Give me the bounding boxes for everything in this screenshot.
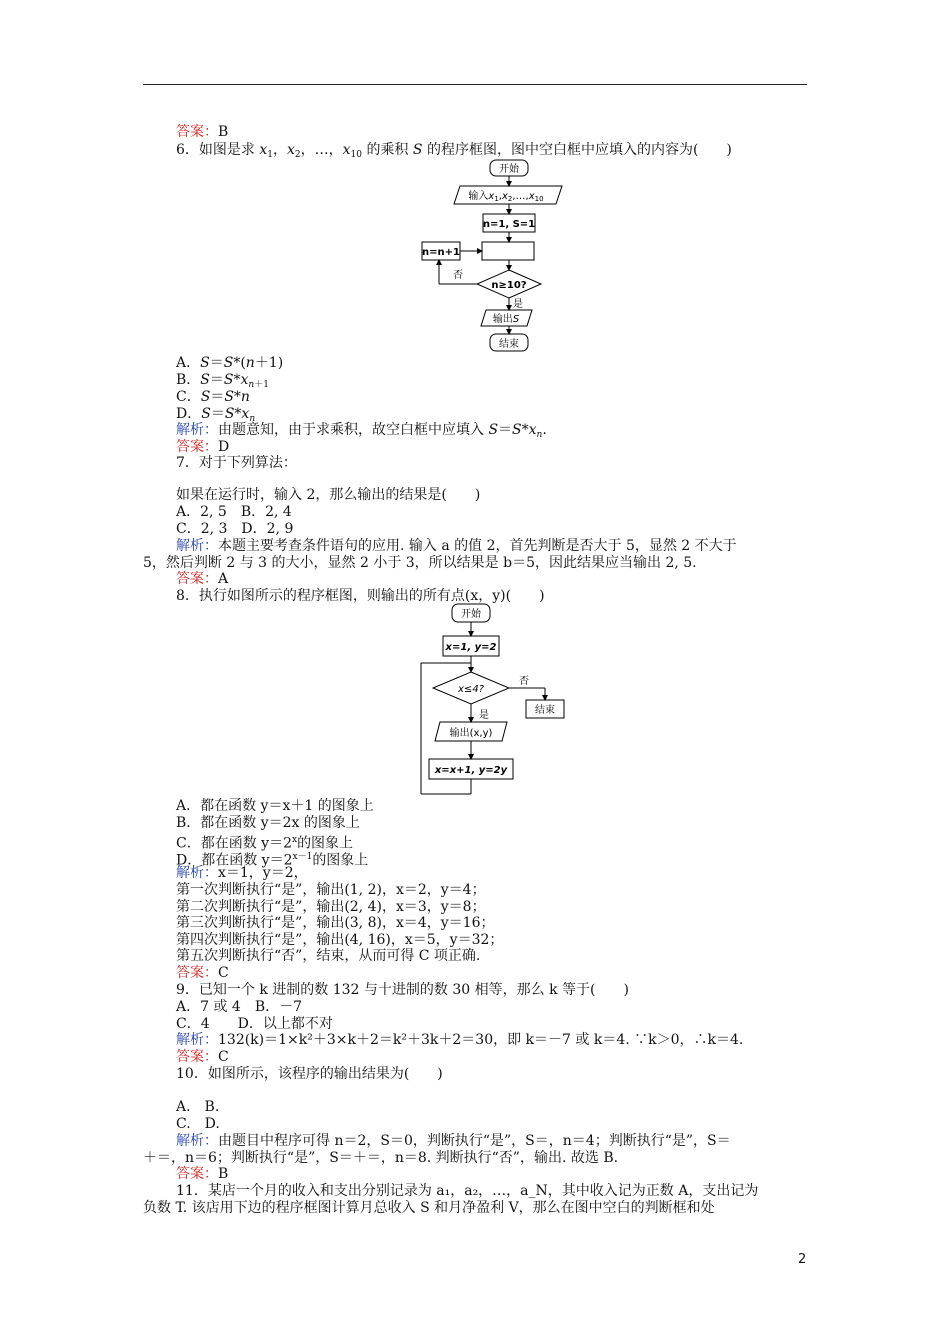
q9-stem: 9．已知一个 k 进制的数 132 与十进制的数 30 相等，那么 k 等于( ) — [176, 982, 629, 998]
q7-stem: 7．对于下列算法： — [176, 455, 297, 471]
q6-analysis: 解析：由题意知，由于求乘积，故空白框中应填入 $S=S*x_n$. — [176, 422, 547, 440]
q8-answer: 答案：C — [176, 965, 229, 981]
q6-flow-yes: 是 — [513, 299, 523, 310]
q6-flow-cond: n≥10? — [491, 280, 527, 291]
q6-answer: 答案：D — [176, 439, 230, 455]
q7-question: 如果在运行时，输入 2，那么输出的结果是( ) — [176, 487, 481, 503]
q8-analysis-3: 第三次判断执行“是”，输出(3, 8)，x＝4，y＝16； — [176, 915, 495, 931]
q6-option-b: B．$S=S*x_{n+1}$ — [176, 372, 269, 390]
q8-analysis-5: 第五次判断执行“否”，结束，从而可得 C 项正确. — [176, 948, 481, 964]
q11-line-1: 11．某店一个月的收入和支出分别记录为 a₁，a₂，…，a_N，其中收入记为正数 A，支出记为 — [176, 1183, 759, 1199]
q6-flow-update: n=n+1 — [422, 247, 460, 258]
q6-flow-no: 否 — [453, 270, 463, 281]
q8-analysis-2: 第二次判断执行“是”，输出(2, 4)，x＝3，y＝8； — [176, 899, 486, 915]
q8-flow-start: 开始 — [461, 609, 481, 620]
q8-option-b: B．都在函数 y＝2x 的图象上 — [176, 815, 360, 831]
q8-option-d: D．都在函数 $y=2^{x-1}$的图象上 — [176, 852, 369, 869]
q7-options-2: C．2, 3 D．2, 9 — [176, 521, 294, 537]
q8-analysis-0: 解析：x＝1，y＝2， — [176, 865, 308, 881]
q11-line-2: 负数 T. 该店用下边的程序框图计算月总收入 S 和月净盈利 V，那么在图中空白的判断框和处 — [143, 1200, 715, 1216]
q8-option-a: A．都在函数 y＝x＋1 的图象上 — [176, 798, 374, 814]
q10-analysis-2: ＋＝，n＝6；判断执行“是”，S＝＋＝，n＝8. 判断执行“否”，输出. 故选 B. — [143, 1150, 619, 1166]
q6-stem: 6．如图是求 $x_1$，$x_2$，…，$x_{10}$ 的乘积 S 的程序框图，图中空白框中应填入的内容为( ) — [176, 142, 732, 160]
q10-stem: 10．如图所示，该程序的输出结果为( ) — [176, 1066, 443, 1082]
q6-flow-input: 输入$x_1,x_2,\dots,x_{10}$ — [468, 191, 544, 203]
q6-flowchart — [400, 156, 580, 356]
q7-analysis-1: 解析：本题主要考查条件语句的应用. 输入 a 的值 2，首先判断是否大于 5，显然 2 不大于 — [176, 538, 737, 554]
q8-option-c: C．都在函数 $y=2^x$的图象上 — [176, 835, 354, 852]
q8-analysis-4: 第四次判断执行“是”，输出(4, 16)，x＝5，y＝32； — [176, 932, 504, 948]
page-number: 2 — [798, 1252, 807, 1267]
q10-options-1: A. B. — [176, 1099, 220, 1115]
q9-options-2: C．4 D．以上都不对 — [176, 1016, 333, 1032]
q8-flow-cond: x≤4? — [458, 684, 484, 695]
q7-options-1: A．2, 5 B．2, 4 — [176, 504, 292, 520]
q8-flow-output: 输出(x,y) — [449, 728, 493, 739]
header-rule — [143, 84, 807, 85]
q8-flow-update: x=x+1, y=2y — [434, 765, 508, 776]
q6-option-c: C．S＝S*n — [176, 389, 250, 405]
q8-flow-no: 否 — [519, 676, 529, 687]
q10-options-2: C. D. — [176, 1116, 220, 1132]
q7-analysis-2: 5，然后判断 2 与 3 的大小，显然 2 小于 3，所以结果是 b＝5，因此结果应当输出 2, 5. — [143, 555, 697, 571]
q10-answer: 答案：B — [176, 1166, 229, 1182]
q6-flow-output: 输出S — [492, 314, 520, 325]
q5-answer: 答案：B — [176, 124, 229, 140]
q6-flow-start: 开始 — [499, 164, 519, 175]
q6-flow-init: n=1, S=1 — [482, 219, 536, 230]
q6-option-a: A．S＝S*(n＋1) — [176, 355, 284, 371]
q9-options-1: A．7 或 4 B．－7 — [176, 999, 303, 1015]
q6-option-d: D．$S=S*x_n$ — [176, 406, 256, 424]
q9-answer: 答案：C — [176, 1049, 229, 1065]
q8-flowchart — [415, 602, 575, 800]
q8-analysis-1: 第一次判断执行“是”，输出(1, 2)，x＝2，y＝4； — [176, 882, 486, 898]
q8-flow-init: x=1, y=2 — [445, 642, 497, 653]
q10-analysis-1: 解析：由题目中程序可得 n＝2，S＝0，判断执行“是”，S＝，n＝4；判断执行“是”，S＝ — [176, 1133, 731, 1149]
q8-flow-yes: 是 — [479, 710, 489, 721]
q8-stem: 8．执行如图所示的程序框图，则输出的所有点(x，y)( ) — [176, 588, 545, 604]
q8-flow-end: 结束 — [535, 705, 555, 716]
q9-analysis: 解析：132(k)＝1×k²＋3×k＋2＝k²＋3k＋2＝30，即 k＝－7 或 k＝4. ∵k＞0，∴k＝4. — [176, 1032, 744, 1048]
q6-flow-end: 结束 — [499, 339, 519, 350]
q7-answer: 答案：A — [176, 571, 229, 587]
